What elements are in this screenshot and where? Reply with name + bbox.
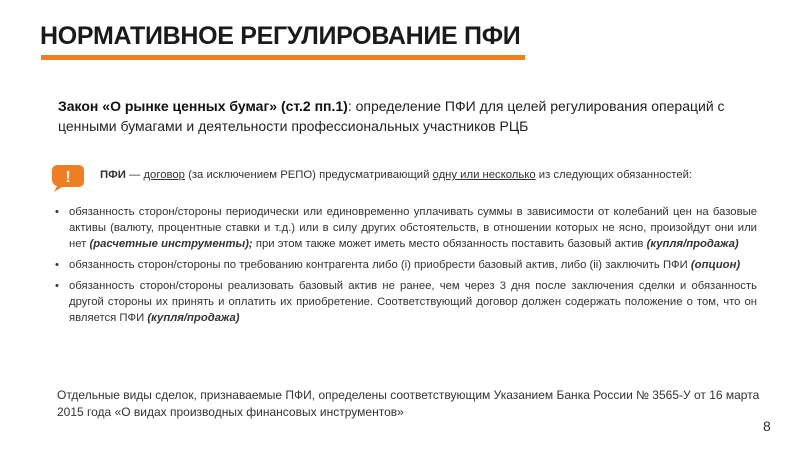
pfi-term: ПФИ [100,169,126,181]
definition-mid: (за исключением РЕПО) предусматривающий [184,169,433,181]
law-reference [58,96,763,136]
obligation-tag: (купля/продажа) [147,312,240,324]
obligation-text: обязанность сторон/стороны периодически или единовременно уплачивать суммы в зависимости от колебаний цен на базовые активы (валюту, процентные ставки и т.д.) или в силу других обстоятельств, в отношении которых не ясно, произойдут они или нет [69,206,757,250]
list-item [55,257,757,273]
law-name: Закон «О рынке ценных бумаг» (ст.2 пп.1) [58,98,348,114]
law-description: : определение ПФИ для целей регулирования операций с ценными бумагами и деятельности профессиональных участников РЦБ [58,98,725,134]
obligation-text: при этом также может иметь место обязанность поставить базовый актив [252,238,647,250]
footer-note: Отдельные виды сделок, признаваемые ПФИ, определены соответствующим Указанием Банка России № 3565-У от 16 марта 2015 года «О видах производных финансовых инструментов» [57,388,760,419]
obligations-list [55,204,757,331]
pfi-definition [100,167,760,183]
definition-tail: из следующих обязанностей: [535,169,693,181]
page-title: НОРМАТИВНОЕ РЕГУЛИРОВАНИЕ ПФИ [40,22,521,50]
contract-term: договор [143,169,185,181]
obligation-tag: (купля/продажа) [646,238,739,250]
exclamation-glyph: ! [65,169,71,186]
obligation-text: обязанность сторон/стороны реализовать базовый актив не ранее, чем через 3 дня после заключения сделки и обязанность другой стороны их принять и оплатить их приобретение. Соответствующий договор должен содержать положение о том, что он является ПФИ [69,280,757,324]
obligation-tag: (расчетные инструменты); [89,238,253,250]
obligation-tag: (опцион) [690,259,741,271]
obligation-text: обязанность сторон/стороны по требованию контрагента либо (i) приобрести базовый актив, либо (ii) заключить ПФИ [69,259,691,271]
exclamation-speech-bubble-icon [50,164,85,193]
list-item [55,204,757,252]
one-or-several-term: одну или несколько [432,169,536,181]
page-number: 8 [763,418,771,434]
list-item [55,278,757,326]
definition-dash: — [125,169,144,181]
title-underline [41,55,525,60]
